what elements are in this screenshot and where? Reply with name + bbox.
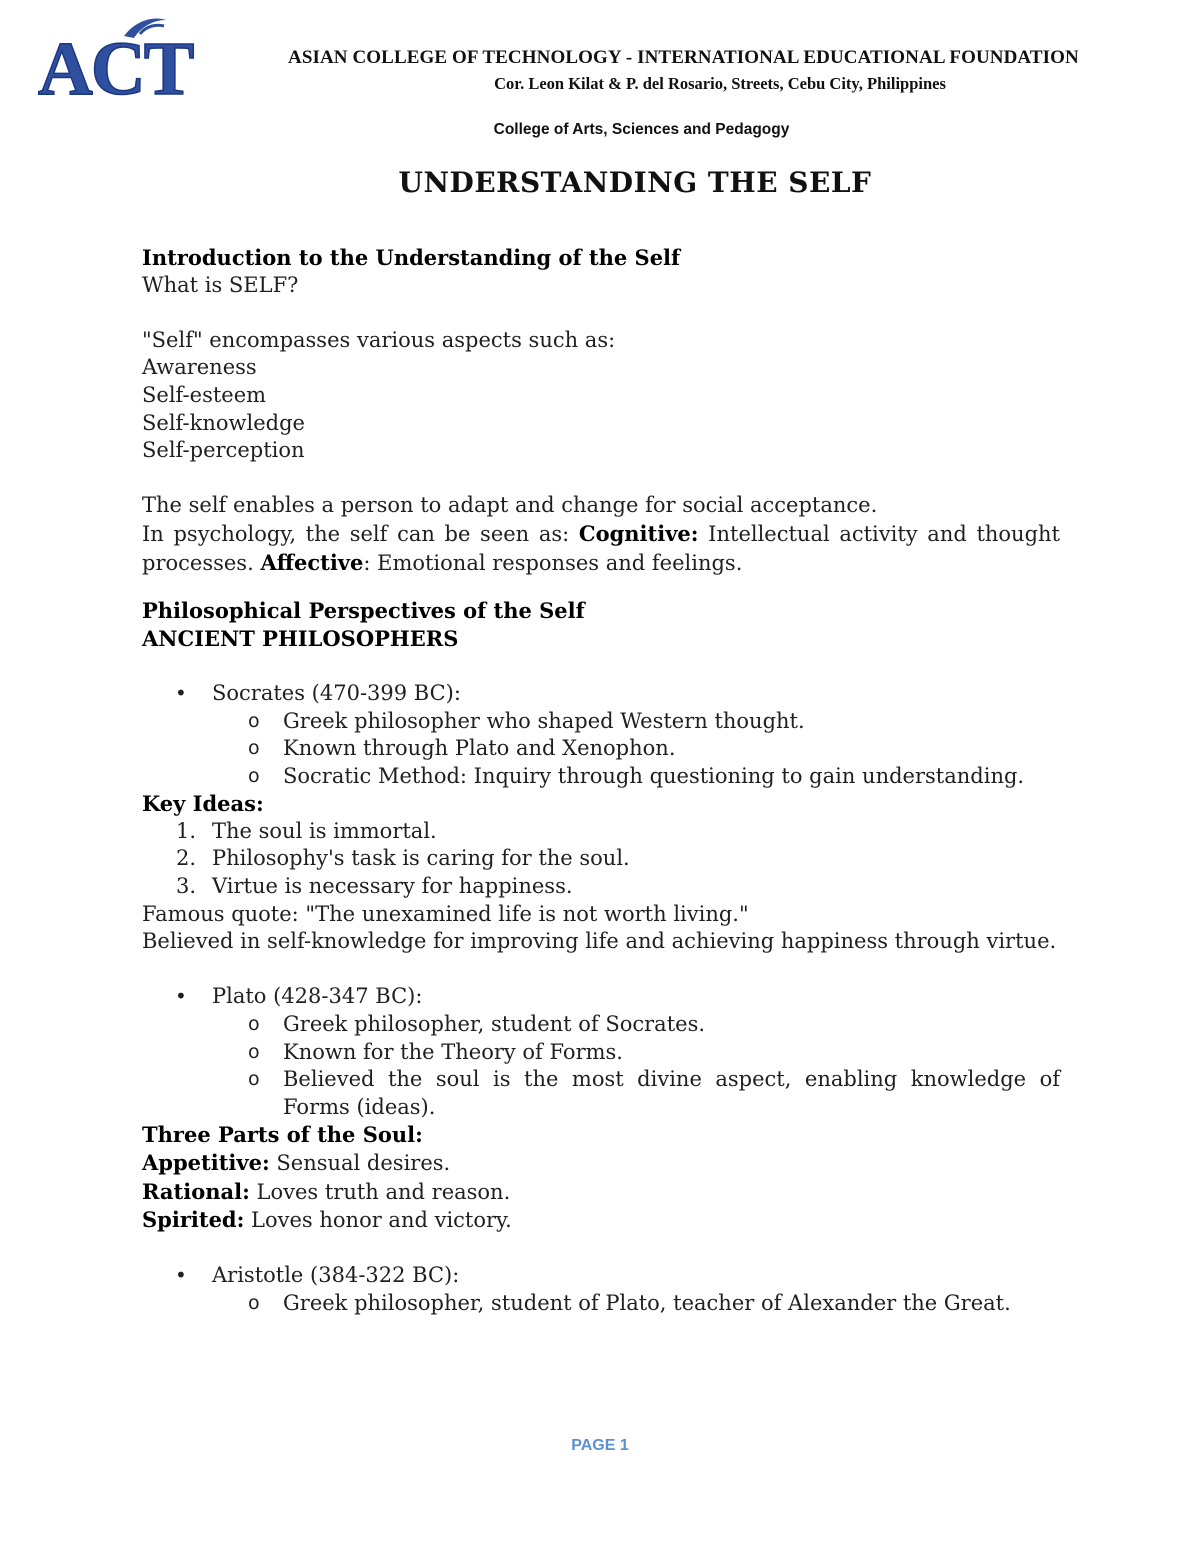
socrates-name: Socrates (470-399 BC): xyxy=(212,680,461,705)
list-text: Philosophy's task is caring for the soul. xyxy=(212,846,630,871)
intro-heading: Introduction to the Understanding of the Self xyxy=(142,245,681,270)
soul-part-label: Spirited: xyxy=(142,1207,245,1233)
list-item xyxy=(142,983,1060,1121)
psychology-lead: In psychology, the self can be seen as: xyxy=(142,521,579,546)
document-title: UNDERSTANDING THE SELF xyxy=(398,166,872,199)
aspect-item: Awareness xyxy=(142,355,257,380)
psychology-paragraph xyxy=(142,520,1060,577)
soul-part-text: Loves truth and reason. xyxy=(249,1179,511,1204)
soul-part-label: Rational: xyxy=(142,1178,250,1204)
aspect-item: Self-esteem xyxy=(142,382,267,407)
soul-part-text: Sensual desires. xyxy=(269,1151,451,1175)
plato-name: Plato (428-347 BC): xyxy=(212,984,423,1009)
adapt-statement: The self enables a person to adapt and change for social acceptance. xyxy=(142,493,878,518)
list-item: o Believed the soul is the most divine aspect, enabling knowledge of Forms (ideas). xyxy=(142,1066,1060,1121)
institution-name: ASIAN COLLEGE OF TECHNOLOGY - INTERNATIONAL EDUCATIONAL FOUNDATION xyxy=(288,47,1079,68)
plato-list xyxy=(142,983,1060,1121)
list-text: The soul is immortal. xyxy=(212,818,437,843)
institution-address: Cor. Leon Kilat & P. del Rosario, Streets, Cebu City, Philippines xyxy=(494,74,946,93)
logo-text: ACT xyxy=(38,27,193,100)
aspect-item: Self-perception xyxy=(142,438,305,463)
document-body xyxy=(142,244,1060,1318)
key-ideas-list xyxy=(142,818,1060,901)
list-item: o Known through Plato and Xenophon. xyxy=(142,735,1060,763)
list-item xyxy=(142,873,1060,901)
soul-part-text: Loves honor and victory. xyxy=(244,1208,512,1233)
list-number: 3. xyxy=(176,874,197,899)
list-number: 2. xyxy=(176,846,197,871)
philosophy-heading: Philosophical Perspectives of the Self xyxy=(142,598,585,624)
affective-label: Affective xyxy=(260,549,364,575)
college-name: College of Arts, Sciences and Pedagogy xyxy=(493,121,790,138)
aspects-lead: "Self" encompasses various aspects such as: xyxy=(142,327,616,352)
list-item: o Known for the Theory of Forms. xyxy=(142,1039,1060,1067)
list-item xyxy=(142,845,1060,873)
plato-points xyxy=(212,1011,1060,1121)
soul-part xyxy=(142,1149,1060,1178)
list-item xyxy=(142,818,1060,846)
page-number: PAGE 1 xyxy=(571,1437,629,1454)
ancient-philosophers-heading: ANCIENT PHILOSOPHERS xyxy=(142,625,459,651)
soul-part-label: Appetitive: xyxy=(142,1150,270,1175)
cognitive-label: Cognitive: xyxy=(578,520,699,546)
soul-parts-label: Three Parts of the Soul: xyxy=(142,1122,423,1148)
list-item: o Socratic Method: Inquiry through questioning to gain understanding. xyxy=(142,763,1060,791)
soul-part xyxy=(142,1206,1060,1235)
list-item: o Greek philosopher who shaped Western thought. xyxy=(142,708,1060,736)
aristotle-list xyxy=(142,1262,1060,1317)
cognitive-text: Intellectual activity and thought processes. xyxy=(142,521,1060,575)
act-logo xyxy=(36,14,264,100)
socrates-points xyxy=(212,708,1060,791)
list-number: 1. xyxy=(176,818,197,843)
socrates-belief: Believed in self-knowledge for improving life and achieving happiness through virtue. xyxy=(142,929,1057,954)
list-item: o Greek philosopher, student of Socrates. xyxy=(142,1011,1060,1039)
affective-text: : Emotional responses and feelings. xyxy=(363,550,743,575)
aristotle-points xyxy=(212,1290,1060,1318)
aristotle-name: Aristotle (384-322 BC): xyxy=(212,1263,460,1288)
intro-question: What is SELF? xyxy=(142,272,299,297)
act-logo-mark xyxy=(36,14,264,100)
list-item xyxy=(142,680,1060,790)
list-item: o Greek philosopher, student of Plato, teacher of Alexander the Great. xyxy=(142,1290,1060,1318)
list-text: Virtue is necessary for happiness. xyxy=(212,874,573,899)
aspect-item: Self-knowledge xyxy=(142,410,305,435)
socrates-quote: Famous quote: "The unexamined life is not worth living." xyxy=(142,901,749,926)
key-ideas-label: Key Ideas: xyxy=(142,791,264,817)
socrates-list xyxy=(142,680,1060,790)
list-item xyxy=(142,1262,1060,1317)
soul-part xyxy=(142,1178,1060,1207)
